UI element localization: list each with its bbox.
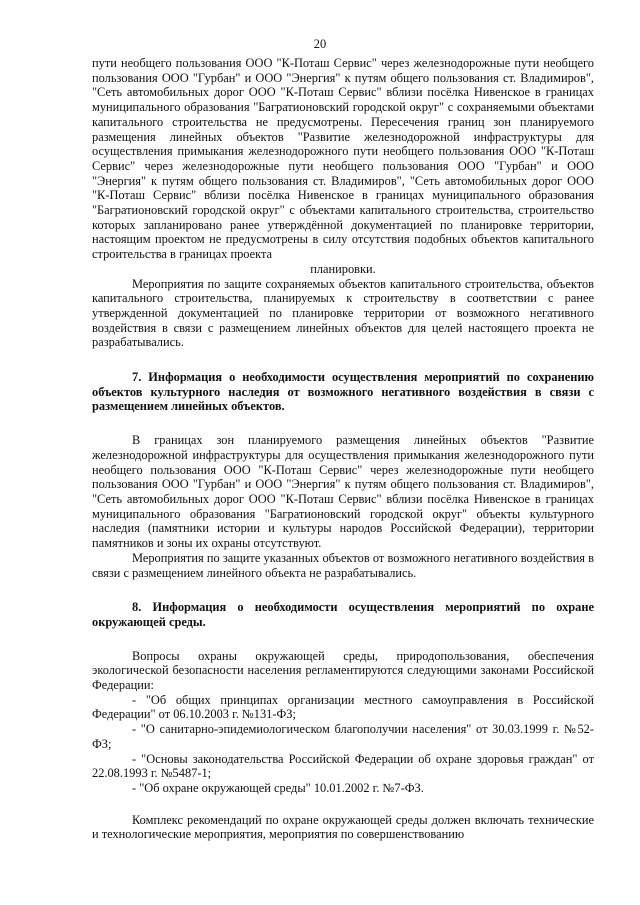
law-list-item: - "Об охране окружающей среды" 10.01.2002 г. №7-ФЗ. <box>132 780 424 795</box>
law-list-item: - "Основы законодательства Российской Федерации об охране здоровья граждан" от 22.08.1993 г. №5487-1; <box>92 751 594 781</box>
section-heading-8: 8. Информация о необходимости осуществления мероприятий по охране окружающей среды. <box>92 600 594 629</box>
page-number: 20 <box>313 37 327 51</box>
section-heading-7: 7. Информация о необходимости осуществления мероприятий по сохранению объектов культурного наследия от возможного негативного воздействия в связи с размещением линейных объектов. <box>92 370 594 414</box>
law-list-item: - "Об общих принципах организации местного самоуправления в Российской Федерации" от 06.10.2003 г. №131-ФЗ; <box>92 692 594 722</box>
paragraph-continuation: пути необщего пользования ООО "К-Поташ Сервис" через железнодорожные пути необщего пользования ООО "Гурбан" и ООО "Энергия" к путям общего пользования ст. Владимиров", "Сеть автомобильных дорог ООО "К-Поташ Сервис" вблизи посёлка Нивенское в границах муниципального образования "Багратионовский городской округ" с сохраняемыми объектами капитального строительства не предусмотрены. Пересечения границ зон планируемого размещения линейных объектов "Развитие железнодорожной инфраструктуры для осуществления примыкания железнодорожного пути необщего пользования ООО "К-Поташ Сервис" через железнодорожные пути необщего пользования ООО "Гурбан" и ООО "Энергия" к путям общего пользования ст. Владимиров", "Сеть автомобильных дорог ООО "К-Поташ Сервис" вблизи посёлка Нивенское в границах муниципального образования "Багратионовский городской округ" с объектами капитального строительства, строительство которых запланировано ранее утверждённой документацией по планировке территории, настоящим проектом не предусмотрены в силу отсутствия подобных объектов капитального строительства в границах проекта <box>92 56 594 262</box>
page-body <box>92 56 594 842</box>
paragraph-environment-laws: Вопросы охраны окружающей среды, природопользования, обеспечения экологической безопасности населения регламентируются следующими законами Российской Федерации: <box>92 648 594 693</box>
paragraph-protection-measures: Мероприятия по защите сохраняемых объектов капитального строительства, объектов капитального строительства, планируемых к строительству в соответствии с ранее утвержденной документацией по планировке территории от возможного негативного воздействия в связи с размещением линейных объектов для целей настоящего проекта не разрабатывались. <box>92 276 594 350</box>
paragraph-cultural-measures: Мероприятия по защите указанных объектов от возможного негативного воздействия в связи с размещением линейного объекта не разрабатывались. <box>92 550 594 580</box>
paragraph-continuation-end: планировки. <box>310 261 376 276</box>
law-list-item: - "О санитарно-эпидемиологическом благополучии населения" от 30.03.1999 г. №52-ФЗ; <box>92 722 594 751</box>
paragraph-recommendations: Комплекс рекомендаций по охране окружающей среды должен включать технические и технологические мероприятия, мероприятия по совершенствованию <box>92 812 594 842</box>
paragraph-cultural-heritage: В границах зон планируемого размещения линейных объектов "Развитие железнодорожной инфраструктуры для осуществления примыкания железнодорожного пути необщего пользования ООО "К-Поташ Сервис" через железнодорожные пути необщего пользования ООО "Гурбан" и ООО "Энергия" к путям общего пользования ст. Владимиров", "Сеть автомобильных дорог ООО "К-Поташ Сервис" вблизи посёлка Нивенское в границах муниципального образования "Багратионовский городской округ" объекты культурного наследия (памятники истории и культуры народов Российской Федерации), территории памятников и зоны их охраны отсутствуют. <box>92 433 594 551</box>
